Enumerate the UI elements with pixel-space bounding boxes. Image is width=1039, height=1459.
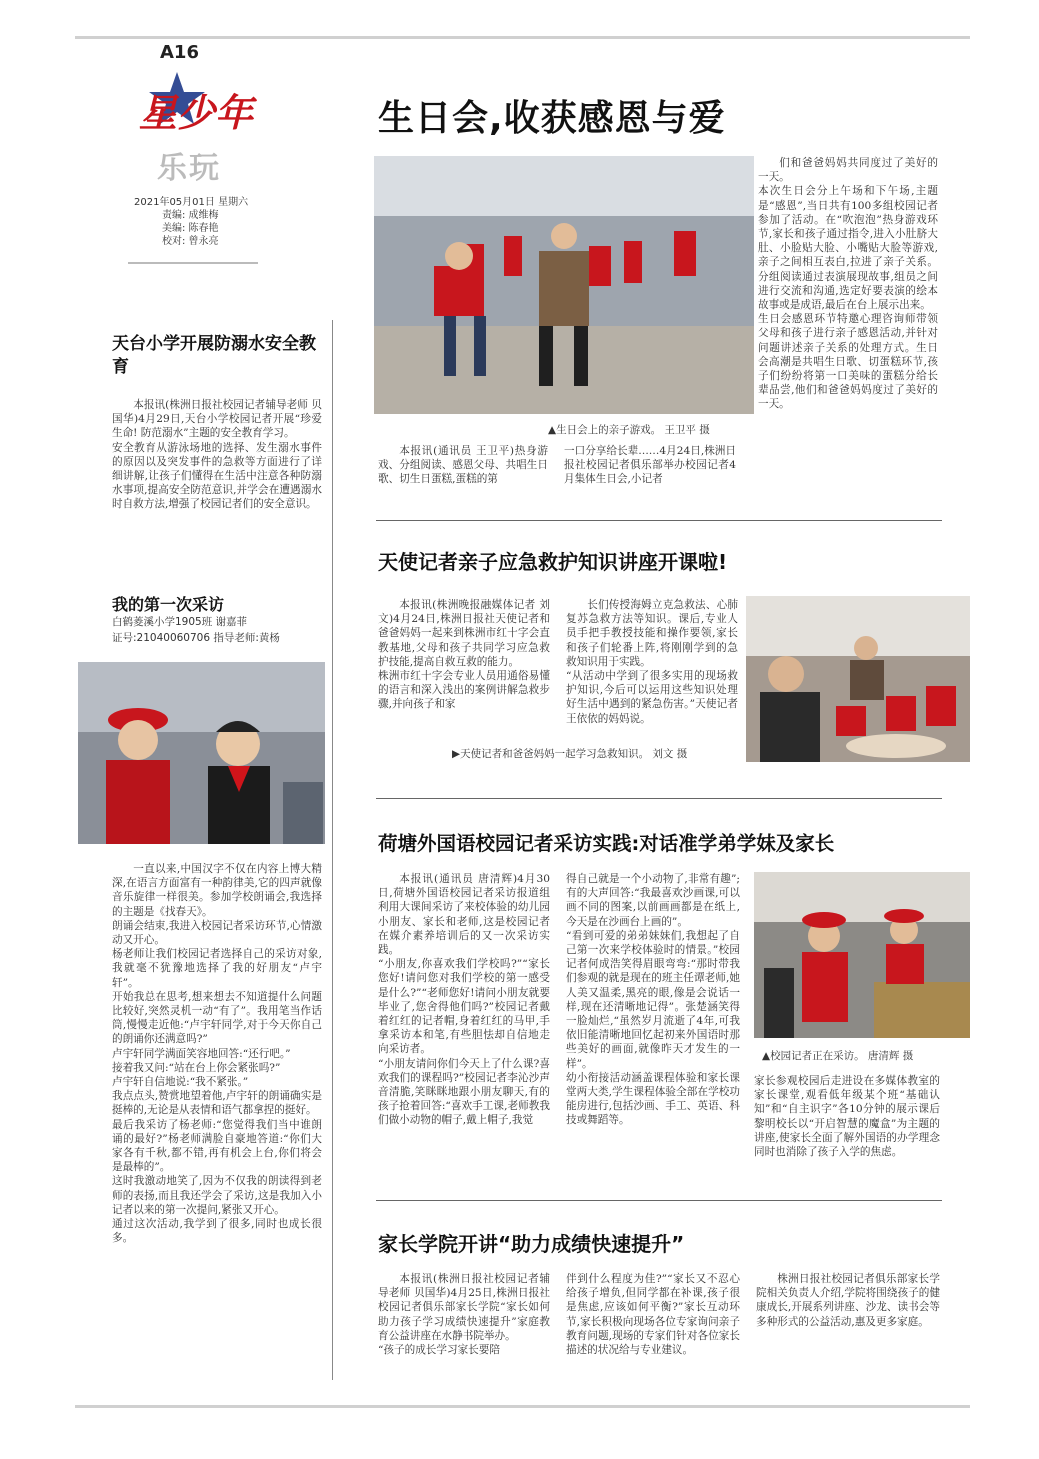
article2-col2: 长们传授海姆立克急救法、心肺复苏急救方法等知识。课后,专业人员手把手教授技能和操作要领,家长和孩子们轮番上阵,将刚刚学到的急救知识用于实践。 “从活动中学到了很多实用的现场救护知识,今后可以运用这些知识处理好生活中遇到的紧急伤害。”天使记者王依依的妈妈说。	[566, 599, 738, 725]
article3-col2: 得自己就是一个小动物了,非常有趣”;有的大声回答:“我最喜欢沙画课,可以画不同的图案,以前画画都是在纸上,今天是在沙画台上画的”。 “看到可爱的弟弟妹妹们,我想起了自己第一次来学校体验时的情景。”校园记者何成浩笑得眉眼弯弯:“那时带我们参观的就是现在的班主任谭老师,她人美又温柔,黑亮的眼,像是会说话一样,现在还清晰地记得”。张楚涵笑得一脸灿烂,“虽然岁月流逝了4年,可我依旧能清晰地回忆起初来外国语时那些美好的画面,就像昨天才发生的一样”。 幼小衔接活动涵盖课程体验和家长课堂两大类,学生课程体验全部在学校功能房进行,包括沙画、手工、英语、科技或舞蹈等。	[566, 873, 740, 1127]
divider-2	[376, 798, 942, 799]
meta-divider	[128, 262, 258, 264]
left-article2-body: 一直以来,中国汉字不仅在内容上博大精深,在语言方面富有一种韵律美,它的四声就像音乐旋律一样很美。参加学校朗诵会,我选择的主题是《找春天》。 朗诵会结束,我进入校园记者采访环节,心情激动又开心。 杨老师让我们校园记者选择自己的采访对象,我就毫不犹豫地选择了我的好朋友“卢宇轩”。 开始我总在思考,想来想去不知道提什么问题比较好,突然灵机一动“有了”。我用笔当作话筒,慢慢走近他:“卢宇轩同学,对于今天你自己的朗诵你还满意吗?” 卢宇轩同学满面笑容地回答:“还行吧。” 接着我又问:“站在台上你会紧张吗?” 卢宇轩自信地说:“我不紧张。” 我点点头,赞赏地望着他,卢宇轩的朗诵确实是挺棒的,无论是从表情和语气都拿捏的挺好。 最后我采访了杨老师:“您觉得我们当中谁朗诵的最好?”杨老师满脸自豪地答道:“你们大家各有千秋,都不错,再有机会上台,你们将会是最棒的”。 这时我激动地笑了,因为不仅我的朗读得到老师的表扬,而且我还学会了采访,这是我加入小记者以来的第一次提问,紧张又开心。 通过这次活动,我学到了很多,同时也成长很多。	[112, 863, 322, 1245]
article4-col3: 株洲日报社校园记者俱乐部家长学院相关负责人介绍,学院将围绕孩子的健康成长,开展系列讲座、沙龙、读书会等多种形式的公益活动,惠及更多家庭。	[756, 1273, 940, 1328]
article4-col1: 本报讯(株洲日报社校园记者辅导老师 贝国华)4月25日,株洲日报社校园记者俱乐部家长学院“家长如何助力孩子学习成绩快速提升”家庭教育公益讲座在水静书院举办。 “孩子的成长学习家长要陪	[378, 1273, 550, 1357]
article1-col3: 们和爸爸妈妈共同度过了美好的一天。 本次生日会分上午场和下午场,主题是“感恩”,当日共有100多组校园记者参加了活动。在“吹泡泡”热身游戏环节,家长和孩子通过指令,进入小肚脐大肚、小脸贴大脸、小嘴贴大脸等游戏,亲子之间相互表白,拉进了亲子关系。分组阅读通过表演展现故事,组员之间进行交流和沟通,选定好要表演的绘本故事或是成语,最后在台上展示出来。 生日会感恩环节特邀心理咨询师带领父母和孩子进行亲子感恩活动,并针对问题讲述亲子关系的处理方式。生日会高潮是共唱生日歌、切蛋糕环节,孩子们纷纷将第一口美味的蛋糕分给长辈品尝,他们和爸爸妈妈度过了美好的一天。	[758, 157, 938, 411]
issue-meta	[134, 196, 248, 248]
article1-col2: 一口分享给长辈……4月24日,株洲日报社校园记者俱乐部举办校园记者4月集体生日会,小记者	[564, 445, 736, 486]
article3-title: 荷塘外国语校园记者采访实践:对话准学弟学妹及家长	[378, 832, 835, 855]
top-rule	[75, 36, 970, 39]
first-aid-photo	[746, 596, 970, 762]
column-divider	[332, 320, 333, 1380]
article3-col3: 家长参观校园后走进设在多媒体教室的家长课堂,观看低年级某个班“基础认知”和“自主识字”各10分钟的展示课后黎明校长以“开启智慧的魔盒”为主题的讲座,使家长全面了解外国语的办学理念同时也消除了孩子入学的焦虑。	[754, 1075, 940, 1159]
masthead-logo	[137, 70, 262, 140]
issue-date: 2021年05月01日 星期六	[134, 197, 249, 208]
left-article2-cert: 证号:21040060706 指导老师:黄杨	[112, 632, 280, 644]
article3-caption: ▲校园记者正在采访。 唐清辉 摄	[762, 1050, 914, 1062]
article2-col1: 本报讯(株洲晚报融媒体记者 刘文)4月24日,株洲日报社天使记者和爸爸妈妈一起来到株洲市红十字会直教基地,父母和孩子共同学习应急救护技能,提高自救互救的能力。 株洲市红十字会专业人员用通俗易懂的语言和深入浅出的案例讲解急救步骤,并向孩子和家	[378, 599, 550, 711]
section-title: 乐玩	[157, 151, 221, 186]
divider-3	[376, 1200, 942, 1201]
article1-col1: 本报讯(通讯员 王卫平)热身游戏、分组阅读、感恩父母、共唱生日歌、切生日蛋糕,蛋糕的第	[378, 445, 548, 486]
bottom-rule	[75, 1405, 970, 1408]
interview-photo	[78, 662, 325, 844]
article1-caption: ▲生日会上的亲子游戏。 王卫平 摄	[548, 424, 710, 436]
left-article1-body: 本报讯(株洲日报社校园记者辅导老师 贝国华)4月29日,天台小学校园记者开展“珍爱生命! 防范溺水”主题的安全教育学习。 安全教育从游泳场地的选择、发生溺水事件的原因以及突发事件的急救等方面进行了详细讲解,让孩子们懂得在生活中注意各种防溺水事项,提高安全防范意识,并学会在遭遇溺水时自救方法,增强了校园记者们的安全意识。	[112, 399, 322, 511]
article4-col2: 伴到什么程度为佳?”“家长又不忍心给孩子增负,但同学都在补课,孩子很是焦虑,应该如何平衡?”家长互动环节,家长积极向现场各位专家询问亲子教育问题,现场的专家们针对各位家长描述的状况给与专业建议。	[566, 1273, 740, 1357]
proofreader-credit: 校对: 曾永亮	[162, 236, 219, 247]
article3-col1: 本报讯(通讯员 唐清辉)4月30日,荷塘外国语校园记者采访报道组利用大课间采访了来校体验的幼儿园小朋友、家长和老师,这是校园记者在媒介素养培训后的又一次采访实践。 “小朋友,你喜欢我们学校吗?”“家长您好!请问您对我们学校的第一感受是什么?”“老师您好!请问小朋友就要毕业了,您舍得他们吗?”校园记者戴着红红的记者帽,身着红红的马甲,手拿采访本和笔,有些胆怯却自信地走向采访者。 “小朋友请问你们今天上了什么课?喜欢我们的课程吗?”校园记者李沁沙声音清脆,笑眯眯地跟小朋友聊天,有的孩子抢着回答:“喜欢手工课,老师教我们做小动物的帽子,戴上帽子,我觉	[378, 873, 550, 1127]
editor-credit: 责编: 成维梅	[162, 210, 219, 221]
left-article1-title: 天台小学开展防溺水安全教育	[112, 334, 316, 377]
interview-practice-photo	[754, 872, 970, 1038]
article2-title: 天使记者亲子应急救护知识讲座开课啦!	[378, 550, 728, 574]
article4-title: 家长学院开讲“助力成绩快速提升”	[378, 1232, 685, 1256]
page-number: A16	[160, 42, 199, 63]
article1-title: 生日会,收获感恩与爱	[378, 98, 726, 139]
article2-caption: ▶天使记者和爸爸妈妈一起学习急救知识。 刘文 摄	[452, 748, 688, 760]
svg-text:星少年: 星少年	[139, 90, 254, 135]
left-article2-byline: 白鹤菱溪小学1905班 谢嘉菲	[112, 616, 248, 628]
designer-credit: 美编: 陈春艳	[162, 223, 219, 234]
birthday-photo	[374, 156, 754, 414]
left-article2-title: 我的第一次采访	[112, 595, 225, 614]
star-icon	[137, 70, 262, 140]
divider-1	[376, 520, 942, 521]
